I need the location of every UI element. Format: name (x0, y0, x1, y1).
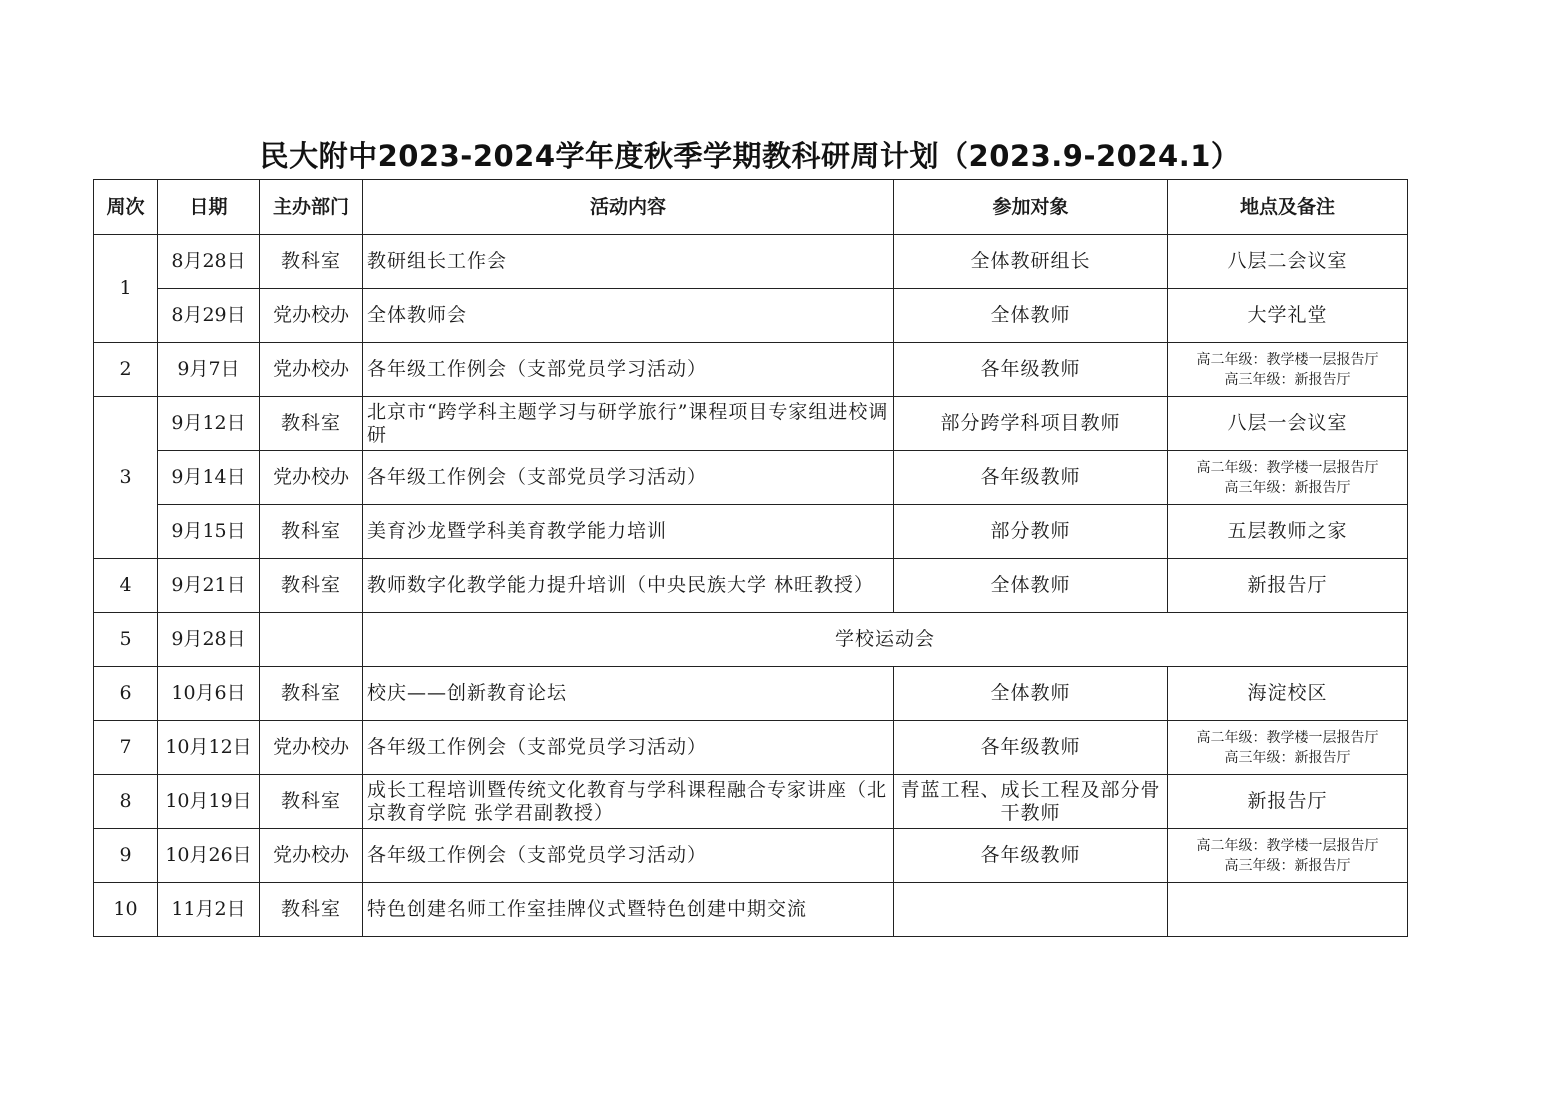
department-cell: 党办校办 (260, 289, 363, 343)
date-cell: 10月19日 (158, 775, 260, 829)
location-cell: 八层一会议室 (1168, 397, 1408, 451)
date-cell: 9月7日 (158, 343, 260, 397)
week-cell: 2 (94, 343, 158, 397)
participants-cell: 各年级教师 (894, 343, 1168, 397)
activity-cell: 成长工程培训暨传统文化教育与学科课程融合专家讲座（北京教育学院 张学君副教授） (363, 775, 894, 829)
date-cell: 9月14日 (158, 451, 260, 505)
location-cell: 新报告厅 (1168, 559, 1408, 613)
merged-activity-cell: 学校运动会 (363, 613, 1408, 667)
week-cell: 5 (94, 613, 158, 667)
table-row (94, 667, 1408, 721)
week-cell: 7 (94, 721, 158, 775)
header-week: 周次 (94, 180, 158, 235)
document-title: 民大附中2023-2024学年度秋季学期教科研周计划（2023.9-2024.1） (259, 139, 1241, 173)
location-cell (1168, 343, 1408, 397)
department-cell: 教科室 (260, 559, 363, 613)
participants-cell: 各年级教师 (894, 829, 1168, 883)
participants-cell: 各年级教师 (894, 451, 1168, 505)
location-cell (1168, 451, 1408, 505)
activity-cell: 各年级工作例会（支部党员学习活动） (363, 829, 894, 883)
date-cell: 9月15日 (158, 505, 260, 559)
header-participants: 参加对象 (894, 180, 1168, 235)
location-cell: 五层教师之家 (1168, 505, 1408, 559)
participants-cell: 全体教师 (894, 667, 1168, 721)
week-cell: 3 (94, 397, 158, 559)
activity-cell: 美育沙龙暨学科美育教学能力培训 (363, 505, 894, 559)
date-cell: 10月6日 (158, 667, 260, 721)
location-cell (1168, 829, 1408, 883)
table-row (94, 451, 1408, 505)
table-row (94, 775, 1408, 829)
table-row (94, 289, 1408, 343)
department-cell: 教科室 (260, 235, 363, 289)
header-location: 地点及备注 (1168, 180, 1408, 235)
department-cell: 党办校办 (260, 451, 363, 505)
table-header-row (94, 180, 1408, 235)
participants-cell: 全体教师 (894, 559, 1168, 613)
week-cell: 8 (94, 775, 158, 829)
week-cell: 1 (94, 235, 158, 343)
date-cell: 9月28日 (158, 613, 260, 667)
participants-cell: 各年级教师 (894, 721, 1168, 775)
week-cell: 4 (94, 559, 158, 613)
location-line: 高三年级：新报告厅 (1224, 371, 1351, 388)
week-cell: 10 (94, 883, 158, 937)
location-line: 高三年级：新报告厅 (1224, 479, 1351, 496)
department-cell: 教科室 (260, 775, 363, 829)
activity-cell: 教师数字化教学能力提升培训（中央民族大学 林旺教授） (363, 559, 894, 613)
table-row (94, 559, 1408, 613)
location-cell (1168, 721, 1408, 775)
department-cell: 教科室 (260, 667, 363, 721)
location-line: 高二年级：教学楼一层报告厅 (1196, 837, 1379, 854)
activity-cell: 教研组长工作会 (363, 235, 894, 289)
table-row (94, 721, 1408, 775)
date-cell: 11月2日 (158, 883, 260, 937)
participants-cell: 部分教师 (894, 505, 1168, 559)
department-cell: 教科室 (260, 505, 363, 559)
location-line: 高二年级：教学楼一层报告厅 (1196, 729, 1379, 746)
location-cell: 新报告厅 (1168, 775, 1408, 829)
department-cell (260, 613, 363, 667)
table-row (94, 343, 1408, 397)
department-cell: 教科室 (260, 397, 363, 451)
location-cell: 八层二会议室 (1168, 235, 1408, 289)
location-line: 高三年级：新报告厅 (1224, 857, 1351, 874)
table-row (94, 397, 1408, 451)
week-cell: 9 (94, 829, 158, 883)
department-cell: 党办校办 (260, 343, 363, 397)
table-row (94, 505, 1408, 559)
department-cell: 党办校办 (260, 721, 363, 775)
date-cell: 10月12日 (158, 721, 260, 775)
activity-cell: 各年级工作例会（支部党员学习活动） (363, 721, 894, 775)
weekly-plan-table (93, 179, 1408, 937)
activity-cell: 特色创建名师工作室挂牌仪式暨特色创建中期交流 (363, 883, 894, 937)
table-row (94, 883, 1408, 937)
date-cell: 10月26日 (158, 829, 260, 883)
table-row (94, 235, 1408, 289)
activity-cell: 各年级工作例会（支部党员学习活动） (363, 451, 894, 505)
participants-cell (894, 883, 1168, 937)
location-cell (1168, 883, 1408, 937)
header-date: 日期 (158, 180, 260, 235)
location-line: 高二年级：教学楼一层报告厅 (1196, 459, 1379, 476)
date-cell: 8月29日 (158, 289, 260, 343)
participants-cell: 全体教师 (894, 289, 1168, 343)
location-cell: 大学礼堂 (1168, 289, 1408, 343)
department-cell: 党办校办 (260, 829, 363, 883)
activity-cell: 各年级工作例会（支部党员学习活动） (363, 343, 894, 397)
header-department: 主办部门 (260, 180, 363, 235)
department-cell: 教科室 (260, 883, 363, 937)
participants-cell: 部分跨学科项目教师 (894, 397, 1168, 451)
week-cell: 6 (94, 667, 158, 721)
location-line: 高二年级：教学楼一层报告厅 (1196, 351, 1379, 368)
activity-cell: 全体教师会 (363, 289, 894, 343)
participants-cell: 全体教研组长 (894, 235, 1168, 289)
table-row (94, 829, 1408, 883)
location-cell: 海淀校区 (1168, 667, 1408, 721)
participants-cell: 青蓝工程、成长工程及部分骨干教师 (894, 775, 1168, 829)
activity-cell: 校庆——创新教育论坛 (363, 667, 894, 721)
date-cell: 9月21日 (158, 559, 260, 613)
date-cell: 9月12日 (158, 397, 260, 451)
activity-cell: 北京市“跨学科主题学习与研学旅行”课程项目专家组进校调研 (363, 397, 894, 451)
header-activity: 活动内容 (363, 180, 894, 235)
date-cell: 8月28日 (158, 235, 260, 289)
table-row (94, 613, 1408, 667)
location-line: 高三年级：新报告厅 (1224, 749, 1351, 766)
